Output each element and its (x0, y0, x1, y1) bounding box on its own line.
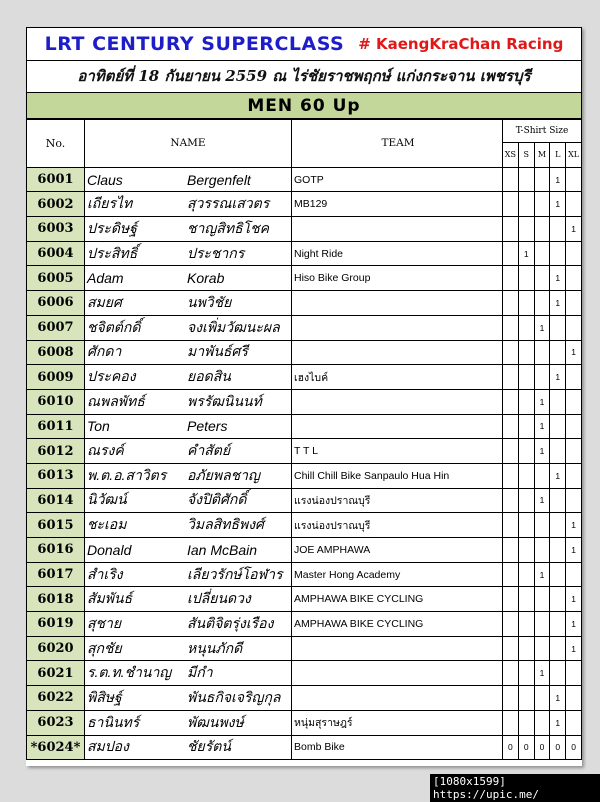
participant-table (26, 119, 582, 760)
size-xl (566, 488, 582, 513)
size-l (550, 587, 566, 612)
team-name (292, 315, 503, 340)
table-row (27, 241, 582, 266)
first-name: สุชาย (87, 614, 122, 631)
event-hashtag: # KaengKraChan Racing (358, 35, 564, 53)
event-date-location: อาทิตย์ที่ 18 กันยายน 2559 ณ ไร่ชัยราชพฤกษ์ แก่งกระจาน เพชรบุรี (26, 60, 582, 92)
bib-number: 6020 (27, 636, 85, 661)
table-row (27, 661, 582, 686)
size-xl: 1 (566, 538, 582, 563)
team-name: JOE AMPHAWA (292, 538, 503, 563)
first-name: นิวัฒน์ (87, 491, 127, 508)
rider-name (85, 710, 292, 735)
bib-number: 6019 (27, 612, 85, 637)
last-name: นพวิชัย (187, 293, 232, 310)
rider-name (85, 562, 292, 587)
size-l: 1 (550, 167, 566, 192)
size-xs (503, 192, 519, 217)
size-l (550, 217, 566, 242)
first-name: สัมพันธ์ (87, 590, 133, 607)
first-name: Claus (87, 171, 123, 188)
bib-number: 6012 (27, 439, 85, 464)
first-name: Donald (87, 541, 132, 558)
size-l: 0 (550, 735, 566, 760)
size-s (518, 463, 534, 488)
bib-number: 6009 (27, 365, 85, 390)
col-header-l: L (550, 143, 566, 168)
size-s (518, 439, 534, 464)
size-s (518, 167, 534, 192)
size-xs (503, 710, 519, 735)
size-xs (503, 389, 519, 414)
team-name (292, 291, 503, 316)
size-xs (503, 513, 519, 538)
size-xs (503, 661, 519, 686)
size-xl (566, 710, 582, 735)
size-xl (566, 291, 582, 316)
size-l (550, 414, 566, 439)
table-row (27, 463, 582, 488)
rider-name (85, 365, 292, 390)
table-row (27, 686, 582, 711)
event-title: LRT CENTURY SUPERCLASS (44, 33, 345, 55)
first-name: ณรงค์ (87, 442, 124, 459)
size-xl (566, 686, 582, 711)
col-header-xl: XL (566, 143, 582, 168)
table-row (27, 167, 582, 192)
last-name: เปลี่ยนดวง (187, 590, 251, 607)
col-header-m: M (534, 143, 550, 168)
size-m (534, 538, 550, 563)
size-s: 1 (518, 241, 534, 266)
rider-name (85, 463, 292, 488)
bib-number: 6016 (27, 538, 85, 563)
size-s (518, 414, 534, 439)
size-xs (503, 266, 519, 291)
size-l (550, 389, 566, 414)
size-s (518, 661, 534, 686)
size-s (518, 291, 534, 316)
size-xs (503, 241, 519, 266)
first-name: ชะเอม (87, 516, 127, 533)
size-s (518, 562, 534, 587)
team-name: AMPHAWA BIKE CYCLING (292, 587, 503, 612)
size-xl (566, 167, 582, 192)
size-m: 1 (534, 389, 550, 414)
first-name: ประคอง (87, 368, 136, 385)
size-l: 1 (550, 192, 566, 217)
size-l (550, 562, 566, 587)
rider-name (85, 735, 292, 760)
size-m (534, 686, 550, 711)
size-xs (503, 315, 519, 340)
table-row (27, 513, 582, 538)
rider-name (85, 686, 292, 711)
table-row (27, 636, 582, 661)
size-xl (566, 562, 582, 587)
bib-number: 6007 (27, 315, 85, 340)
size-m (534, 365, 550, 390)
size-s (518, 587, 534, 612)
size-xs (503, 439, 519, 464)
size-xl: 1 (566, 612, 582, 637)
team-name: Night Ride (292, 241, 503, 266)
rider-name (85, 661, 292, 686)
table-row (27, 291, 582, 316)
team-name (292, 340, 503, 365)
size-m (534, 291, 550, 316)
size-m (534, 636, 550, 661)
size-m: 1 (534, 562, 550, 587)
size-m (534, 612, 550, 637)
size-xl (566, 661, 582, 686)
size-l (550, 636, 566, 661)
bib-number: 6015 (27, 513, 85, 538)
last-name: ชัยรัตน์ (187, 738, 231, 755)
size-xl (566, 192, 582, 217)
size-xl (566, 315, 582, 340)
team-name (292, 414, 503, 439)
rider-name (85, 538, 292, 563)
size-m: 1 (534, 414, 550, 439)
col-header-no: No. (27, 120, 85, 168)
bib-number: 6014 (27, 488, 85, 513)
bib-number: 6003 (27, 217, 85, 242)
table-row (27, 389, 582, 414)
size-xs (503, 463, 519, 488)
size-xl: 1 (566, 217, 582, 242)
bib-number: 6004 (27, 241, 85, 266)
first-name: ธานินทร์ (87, 713, 140, 730)
size-l: 1 (550, 463, 566, 488)
size-l: 1 (550, 365, 566, 390)
size-m (534, 266, 550, 291)
team-name (292, 636, 503, 661)
first-name: สุกชัย (87, 639, 122, 656)
last-name: สุวรรณเสวตร (187, 195, 270, 212)
size-m (534, 192, 550, 217)
size-s (518, 192, 534, 217)
size-xs (503, 365, 519, 390)
rider-name (85, 636, 292, 661)
rider-name (85, 266, 292, 291)
size-s (518, 389, 534, 414)
last-name: พรรัฒนินนท์ (187, 392, 262, 409)
bib-number: 6002 (27, 192, 85, 217)
rider-name (85, 340, 292, 365)
size-l (550, 612, 566, 637)
table-header-row (27, 120, 582, 143)
size-s (518, 488, 534, 513)
size-s (518, 365, 534, 390)
size-xs (503, 636, 519, 661)
last-name: Korab (187, 270, 225, 287)
bib-number: 6021 (27, 661, 85, 686)
bib-number: 6013 (27, 463, 85, 488)
team-name: AMPHAWA BIKE CYCLING (292, 612, 503, 637)
size-xs (503, 587, 519, 612)
size-xs: 0 (503, 735, 519, 760)
bib-number: 6001 (27, 167, 85, 192)
last-name: มาพันธ์ศรี (187, 343, 248, 360)
table-row (27, 315, 582, 340)
rider-name (85, 513, 292, 538)
team-name: Bomb Bike (292, 735, 503, 760)
size-m: 1 (534, 661, 550, 686)
first-name: ณพลพัทธ์ (87, 392, 145, 409)
last-name: ประชากร (187, 244, 245, 261)
table-row (27, 710, 582, 735)
event-title-bar (26, 27, 582, 61)
team-name (292, 217, 503, 242)
first-name: เถียรไท (87, 195, 133, 212)
team-name: Chill Chill Bike Sanpaulo Hua Hin (292, 463, 503, 488)
table-row (27, 266, 582, 291)
size-xs (503, 612, 519, 637)
table-row (27, 365, 582, 390)
category-title: MEN 60 Up (26, 92, 582, 119)
size-l (550, 315, 566, 340)
size-xl (566, 241, 582, 266)
team-name: T T L (292, 439, 503, 464)
table-row (27, 192, 582, 217)
rider-name (85, 241, 292, 266)
size-xl: 1 (566, 340, 582, 365)
first-name: สำเริง (87, 565, 123, 582)
size-m: 1 (534, 315, 550, 340)
first-name: ประสิทธิ์ (87, 244, 138, 261)
last-name: Bergenfelt (187, 171, 251, 188)
table-row (27, 414, 582, 439)
size-l (550, 241, 566, 266)
size-m (534, 167, 550, 192)
size-s (518, 710, 534, 735)
first-name: ร.ต.ท.ชำนาญ (87, 664, 172, 681)
bib-number: 6005 (27, 266, 85, 291)
team-name (292, 389, 503, 414)
rider-name (85, 612, 292, 637)
first-name: Ton (87, 418, 110, 435)
size-xl: 1 (566, 513, 582, 538)
bib-number: 6022 (27, 686, 85, 711)
size-xl: 1 (566, 636, 582, 661)
col-header-s: S (518, 143, 534, 168)
size-xl (566, 414, 582, 439)
rider-name (85, 291, 292, 316)
rider-name (85, 167, 292, 192)
rider-name (85, 217, 292, 242)
bib-number: 6011 (27, 414, 85, 439)
size-l (550, 538, 566, 563)
size-s (518, 686, 534, 711)
team-name: Master Hong Academy (292, 562, 503, 587)
last-name: สันติจิตรุ่งเรือง (187, 614, 274, 631)
size-xl (566, 389, 582, 414)
size-m (534, 217, 550, 242)
first-name: Adam (87, 270, 124, 287)
size-m: 1 (534, 439, 550, 464)
size-s: 0 (518, 735, 534, 760)
rider-name (85, 192, 292, 217)
size-m (534, 340, 550, 365)
registration-sheet (26, 27, 582, 766)
size-xs (503, 538, 519, 563)
table-row (27, 488, 582, 513)
size-s (518, 340, 534, 365)
col-header-xs: XS (503, 143, 519, 168)
size-s (518, 636, 534, 661)
first-name: ชจิตต์กดิ์ (87, 318, 141, 335)
size-m (534, 587, 550, 612)
table-row (27, 538, 582, 563)
rider-name (85, 414, 292, 439)
first-name: สมปอง (87, 738, 129, 755)
size-xs (503, 686, 519, 711)
bib-number: 6017 (27, 562, 85, 587)
first-name: สมยศ (87, 293, 122, 310)
table-row (27, 562, 582, 587)
table-row (27, 340, 582, 365)
last-name: อภัยพลชาญ (187, 466, 260, 483)
size-l (550, 439, 566, 464)
last-name: จงเพิ่มวัฒนะผล (187, 318, 280, 335)
team-name: GOTP (292, 167, 503, 192)
last-name: วิมลสิทธิพงศ์ (187, 516, 264, 533)
size-l: 1 (550, 266, 566, 291)
size-l: 1 (550, 686, 566, 711)
first-name: พิสิษฐ์ (87, 688, 122, 705)
table-row (27, 439, 582, 464)
table-body (27, 167, 582, 760)
bib-number: 6006 (27, 291, 85, 316)
size-m (534, 463, 550, 488)
bib-number: *6024* (27, 735, 85, 760)
size-xs (503, 340, 519, 365)
last-name: Peters (187, 418, 228, 435)
size-s (518, 266, 534, 291)
last-name: ชาญสิทธิโชค (187, 219, 269, 236)
col-header-team: TEAM (292, 120, 503, 168)
col-header-name: NAME (85, 120, 292, 168)
size-xl (566, 463, 582, 488)
first-name: พ.ต.อ.สาวิตร (87, 466, 167, 483)
table-row (27, 217, 582, 242)
bib-number: 6023 (27, 710, 85, 735)
bib-number: 6010 (27, 389, 85, 414)
size-m (534, 513, 550, 538)
size-m (534, 241, 550, 266)
last-name: ยอดสิน (187, 368, 231, 385)
last-name: จังปิติศักดิ์ (187, 491, 247, 508)
size-xl (566, 439, 582, 464)
last-name: เลียวรักษ์โอฬาร (187, 565, 283, 582)
col-header-tshirt: T-Shirt Size (503, 120, 582, 143)
size-l (550, 488, 566, 513)
rider-name (85, 315, 292, 340)
size-xl (566, 266, 582, 291)
size-l (550, 661, 566, 686)
bib-number: 6018 (27, 587, 85, 612)
rider-name (85, 488, 292, 513)
size-xs (503, 562, 519, 587)
team-name: MB129 (292, 192, 503, 217)
team-name: แรงน่องปราณบุรี (292, 488, 503, 513)
table-row (27, 612, 582, 637)
last-name: คำสัตย์ (187, 442, 231, 459)
table-row (27, 735, 582, 760)
table-row (27, 587, 582, 612)
size-s (518, 612, 534, 637)
last-name: พันธกิจเจริญกุล (187, 688, 281, 705)
size-s (518, 513, 534, 538)
last-name: มีกำ (187, 664, 213, 681)
size-xl: 0 (566, 735, 582, 760)
size-xl (566, 365, 582, 390)
image-watermark: [1080x1599] https://upic.me/ (430, 774, 600, 802)
first-name: ประดิษฐ์ (87, 219, 137, 236)
size-s (518, 538, 534, 563)
bib-number: 6008 (27, 340, 85, 365)
size-m: 0 (534, 735, 550, 760)
size-xs (503, 167, 519, 192)
team-name: แรงน่องปราณบุรี (292, 513, 503, 538)
team-name: เฮงไบค์ (292, 365, 503, 390)
team-name: Hiso Bike Group (292, 266, 503, 291)
team-name: หนุ่มสุราษฎร์ (292, 710, 503, 735)
size-l: 1 (550, 291, 566, 316)
rider-name (85, 587, 292, 612)
size-l: 1 (550, 710, 566, 735)
last-name: พัฒนพงษ์ (187, 713, 244, 730)
team-name (292, 661, 503, 686)
size-s (518, 217, 534, 242)
size-l (550, 513, 566, 538)
rider-name (85, 439, 292, 464)
size-m (534, 710, 550, 735)
size-l (550, 340, 566, 365)
team-name (292, 686, 503, 711)
size-xs (503, 217, 519, 242)
size-xs (503, 414, 519, 439)
size-xl: 1 (566, 587, 582, 612)
last-name: หนุนภักดี (187, 639, 243, 656)
first-name: ศักดา (87, 343, 122, 360)
size-xs (503, 291, 519, 316)
size-xs (503, 488, 519, 513)
size-s (518, 315, 534, 340)
rider-name (85, 389, 292, 414)
size-m: 1 (534, 488, 550, 513)
last-name: Ian McBain (187, 541, 258, 558)
